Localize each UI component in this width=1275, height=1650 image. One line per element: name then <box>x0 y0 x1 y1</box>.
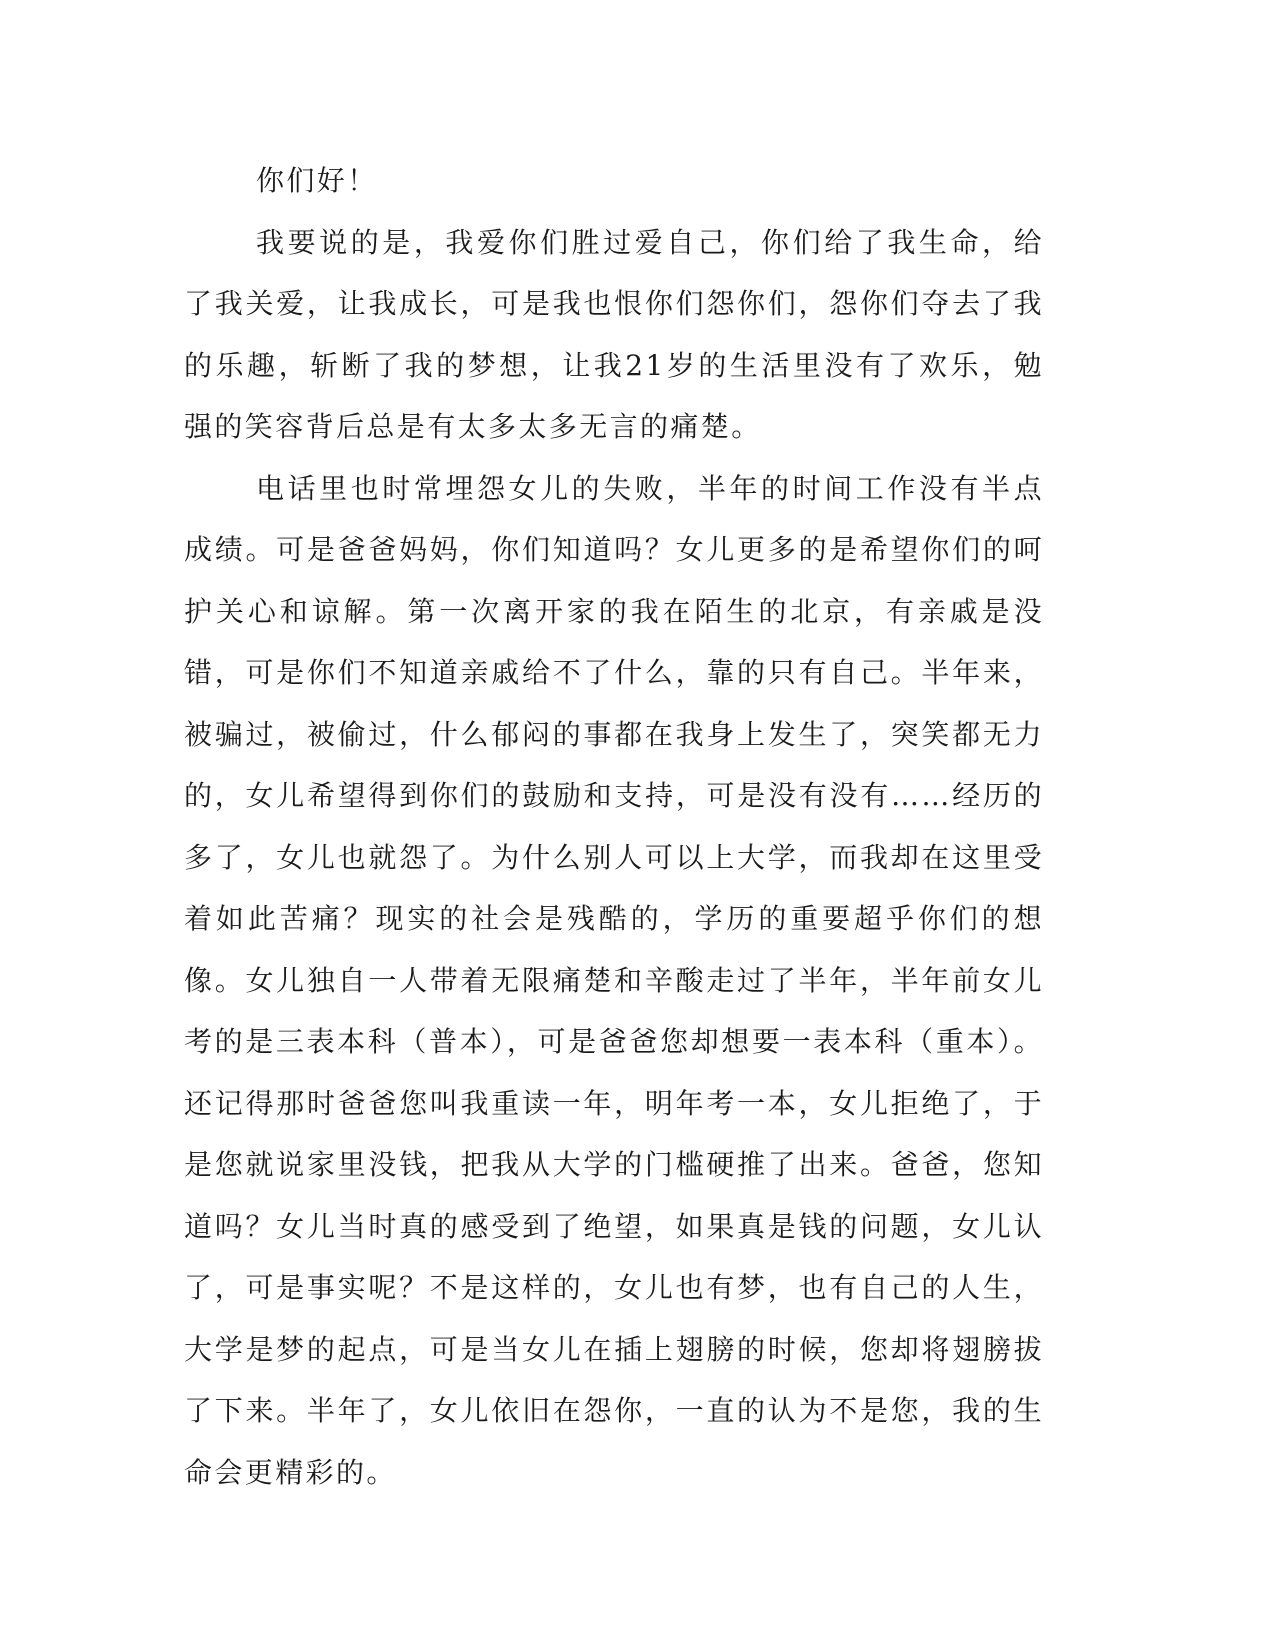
body-paragraph: 我要说的是，我爱你们胜过爱自己，你们给了我生命，给了我关爱，让我成长，可是我也恨你们怨你们，怨你们夺去了我的乐趣，斩断了我的梦想，让我21岁的生活里没有了欢乐，勉强的笑容背后总是有太多太多无言的痛楚。 <box>184 225 1044 443</box>
greeting-paragraph: 你们好！ <box>256 164 378 197</box>
letter-body <box>184 150 1044 1503</box>
body-paragraph: 电话里也时常埋怨女儿的失败，半年的时间工作没有半点成绩。可是爸爸妈妈，你们知道吗？女儿更多的是希望你们的呵护关心和谅解。第一次离开家的我在陌生的北京，有亲戚是没错，可是你们不知道亲戚给不了什么，靠的只有自己。半年来，被骗过，被偷过，什么郁闷的事都在我身上发生了，突笑都无力的，女儿希望得到你们的鼓励和支持，可是没有没有……经历的多了，女儿也就怨了。为什么别人可以上大学，而我却在这里受着如此苦痛？现实的社会是残酷的，学历的重要超乎你们的想像。女儿独自一人带着无限痛楚和辛酸走过了半年，半年前女儿考的是三表本科（普本），可是爸爸您却想要一表本科（重本）。还记得那时爸爸您叫我重读一年，明年考一本，女儿拒绝了，于是您就说家里没钱，把我从大学的门槛硬推了出来。爸爸，您知道吗？女儿当时真的感受到了绝望，如果真是钱的问题，女儿认了，可是事实呢？不是这样的，女儿也有梦，也有自己的人生，大学是梦的起点，可是当女儿在插上翅膀的时候，您却将翅膀拔了下来。半年了，女儿依旧在怨你，一直的认为不是您，我的生命会更精彩的。 <box>184 471 1044 1489</box>
